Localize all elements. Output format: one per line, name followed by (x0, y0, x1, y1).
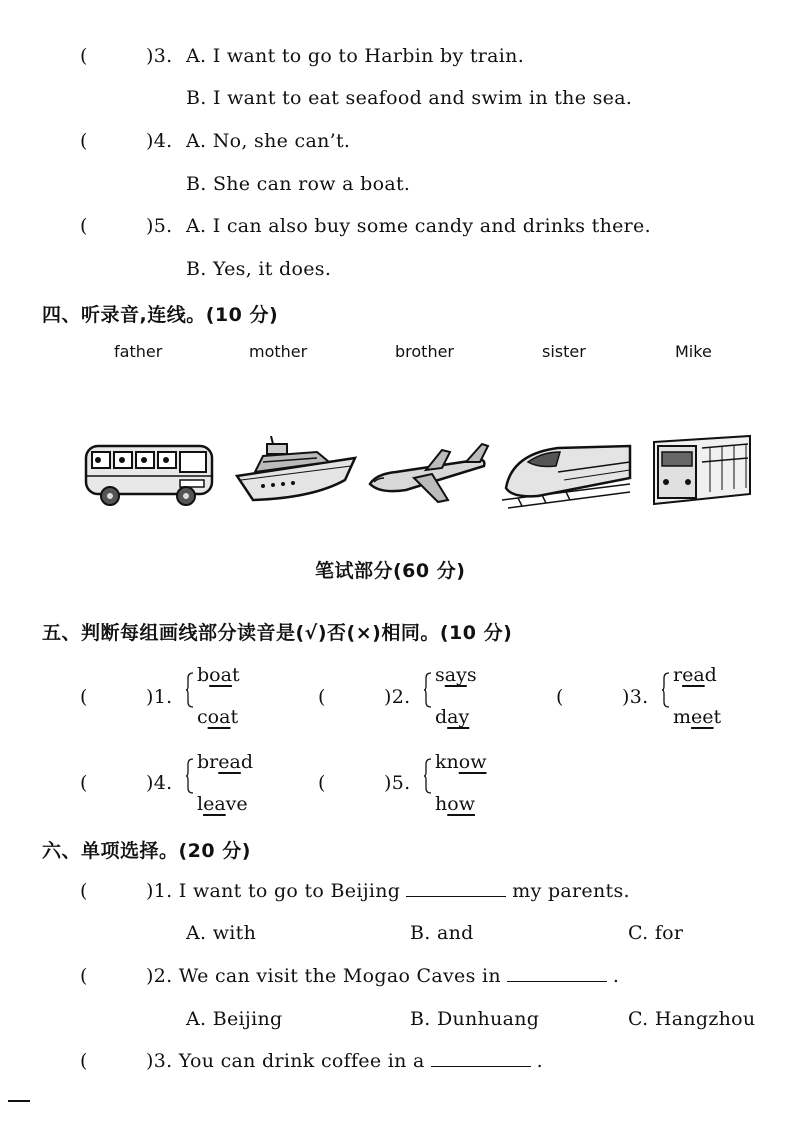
answer-paren[interactable]: ( (318, 772, 326, 794)
answer-paren[interactable]: ( (80, 880, 88, 902)
option-b: B. She can row a boat. (186, 173, 411, 195)
option-b[interactable]: B. Dunhuang (410, 1008, 540, 1030)
option-a: A. No, she can’t. (186, 130, 351, 152)
option-c[interactable]: C. for (628, 922, 684, 944)
question-text: )3. You can drink coffee in a . (146, 1050, 543, 1072)
word-top: says (435, 664, 477, 686)
word-top: know (435, 751, 487, 773)
answer-blank[interactable] (406, 880, 506, 897)
word-bottom: leave (197, 793, 248, 815)
question-text: )1. I want to go to Beijing my parents. (146, 880, 630, 902)
word-top: read (673, 664, 717, 686)
option-a: A. I can also buy some candy and drinks there. (186, 215, 651, 237)
item-number: )5. (146, 215, 173, 237)
item-number: )2. (384, 686, 411, 708)
option-b: B. I want to eat seafood and swim in the sea. (186, 87, 633, 109)
brace-icon (424, 672, 432, 708)
answer-paren[interactable]: ( (556, 686, 564, 708)
answer-blank[interactable] (431, 1050, 531, 1067)
subway-picture[interactable] (652, 432, 754, 510)
option-a: A. I want to go to Harbin by train. (186, 45, 525, 67)
word-bottom: day (435, 706, 470, 728)
answer-paren[interactable]: ( (318, 686, 326, 708)
written-part-title: 笔试部分(60 分) (315, 560, 466, 582)
option-c[interactable]: C. Hangzhou (628, 1008, 756, 1030)
question-text: )2. We can visit the Mogao Caves in . (146, 965, 620, 987)
brace-icon (662, 672, 670, 708)
name-label[interactable]: mother (249, 342, 308, 361)
bus-picture[interactable] (82, 438, 218, 508)
item-number: )3. (622, 686, 649, 708)
option-b[interactable]: B. and (410, 922, 474, 944)
word-bottom: meet (673, 706, 722, 728)
answer-paren[interactable]: ( (80, 130, 88, 152)
plane-picture[interactable] (366, 440, 490, 506)
section6-title: 六、单项选择。(20 分) (42, 840, 251, 862)
high-speed-train-picture[interactable] (498, 440, 634, 514)
name-label[interactable]: father (114, 342, 163, 361)
section4-title: 四、听录音,连线。(10 分) (42, 304, 279, 326)
answer-paren[interactable]: ( (80, 965, 88, 987)
answer-blank[interactable] (507, 965, 607, 982)
word-top: bread (197, 751, 253, 773)
item-number: )4. (146, 130, 173, 152)
word-bottom: how (435, 793, 475, 815)
word-bottom: coat (197, 706, 239, 728)
section5-title: 五、判断每组画线部分读音是(√)否(×)相同。(10 分) (42, 622, 513, 644)
item-number: )4. (146, 772, 173, 794)
item-number: )3. (146, 45, 173, 67)
answer-paren[interactable]: ( (80, 1050, 88, 1072)
item-number: )1. (146, 686, 173, 708)
option-b: B. Yes, it does. (186, 258, 332, 280)
option-a[interactable]: A. Beijing (186, 1008, 283, 1030)
page-edge-mark (8, 1100, 30, 1102)
brace-icon (424, 758, 432, 794)
option-a[interactable]: A. with (186, 922, 257, 944)
item-number: )5. (384, 772, 411, 794)
answer-paren[interactable]: ( (80, 45, 88, 67)
ship-picture[interactable] (233, 436, 359, 506)
name-label[interactable]: sister (542, 342, 586, 361)
answer-paren[interactable]: ( (80, 215, 88, 237)
answer-paren[interactable]: ( (80, 772, 88, 794)
word-top: boat (197, 664, 240, 686)
name-label[interactable]: brother (395, 342, 455, 361)
answer-paren[interactable]: ( (80, 686, 88, 708)
brace-icon (186, 672, 194, 708)
brace-icon (186, 758, 194, 794)
name-label[interactable]: Mike (675, 342, 712, 361)
